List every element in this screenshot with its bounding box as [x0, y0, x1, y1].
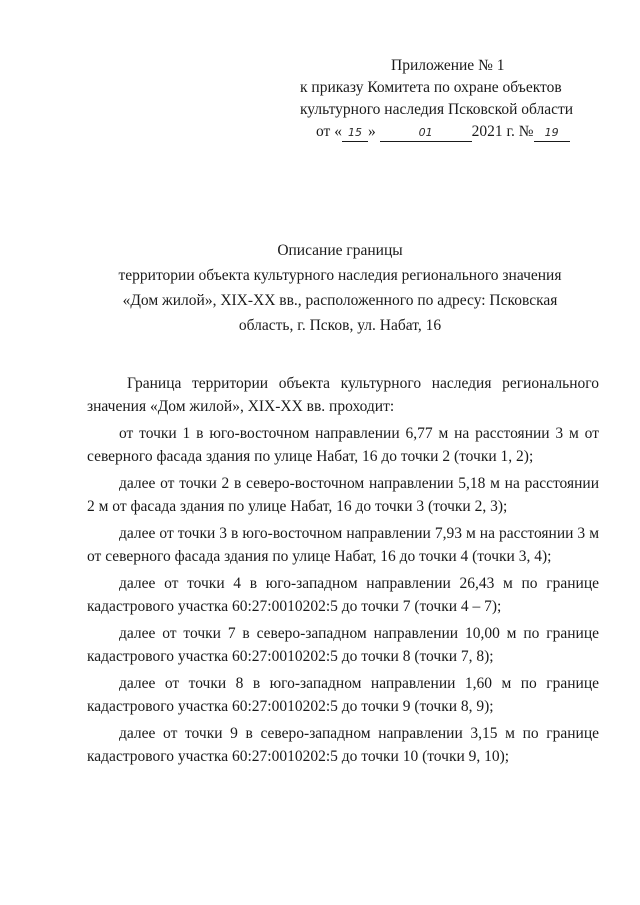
date-year: 2021 г. №: [471, 123, 534, 140]
appendix-number: Приложение № 1: [391, 57, 505, 74]
document-body: [87, 372, 599, 772]
committee-name: культурного наследия Псковской области: [300, 101, 574, 118]
boundary-item: от точки 1 в юго-восточном направлении 6,77 м на расстоянии 3 м от северного фасада здания по улице Набат, 16 до точки 2 (точки 1, 2);: [87, 425, 599, 465]
appendix-header: [300, 55, 600, 143]
date-day: 15: [347, 126, 362, 139]
order-number-field: [534, 125, 570, 142]
document-title: [70, 238, 610, 338]
title-line-4: область, г. Псков, ул. Набат, 16: [238, 317, 442, 334]
date-day-field: [342, 125, 368, 142]
order-number: 19: [544, 126, 559, 139]
boundary-item: далее от точки 9 в северо-западном направлении 3,15 м по границе кадастрового участка 60:27:0010202:5 до точки 10 (точки 9, 10);: [87, 725, 599, 765]
order-date-line: [300, 121, 600, 143]
title-line-1: Описание границы: [277, 242, 403, 259]
order-reference: к приказу Комитета по охране объектов: [300, 79, 562, 96]
boundary-item: далее от точки 7 в северо-западном направлении 10,00 м по границе кадастрового участка 60:27:0010202:5 до точки 8 (точки 7, 8);: [87, 625, 599, 665]
title-line-2: территории объекта культурного наследия регионального значения: [118, 267, 562, 284]
boundary-item: далее от точки 2 в северо-восточном направлении 5,18 м на расстоянии 2 м от фасада здания по улице Набат, 16 до точки 3 (точки 2, 3);: [87, 475, 599, 515]
date-mid: »: [367, 123, 376, 140]
date-month: 01: [418, 126, 433, 139]
date-prefix: от «: [316, 123, 342, 140]
title-line-3: «Дом жилой», XIX-XX вв., расположенного по адресу: Псковская: [122, 292, 558, 309]
intro-paragraph: Граница территории объекта культурного наследия регионального значения «Дом жилой», XIX-XX вв. проходит:: [87, 375, 599, 415]
date-month-field: [380, 125, 472, 142]
boundary-item: далее от точки 8 в юго-западном направлении 1,60 м по границе кадастрового участка 60:27:0010202:5 до точки 9 (точки 8, 9);: [87, 675, 599, 715]
boundary-item: далее от точки 3 в юго-восточном направлении 7,93 м на расстоянии 3 м от северного фасада здания по улице Набат, 16 до точки 4 (точки 3, 4);: [87, 525, 599, 565]
boundary-item: далее от точки 4 в юго-западном направлении 26,43 м по границе кадастрового участка 60:27:0010202:5 до точки 7 (точки 4 – 7);: [87, 575, 599, 615]
